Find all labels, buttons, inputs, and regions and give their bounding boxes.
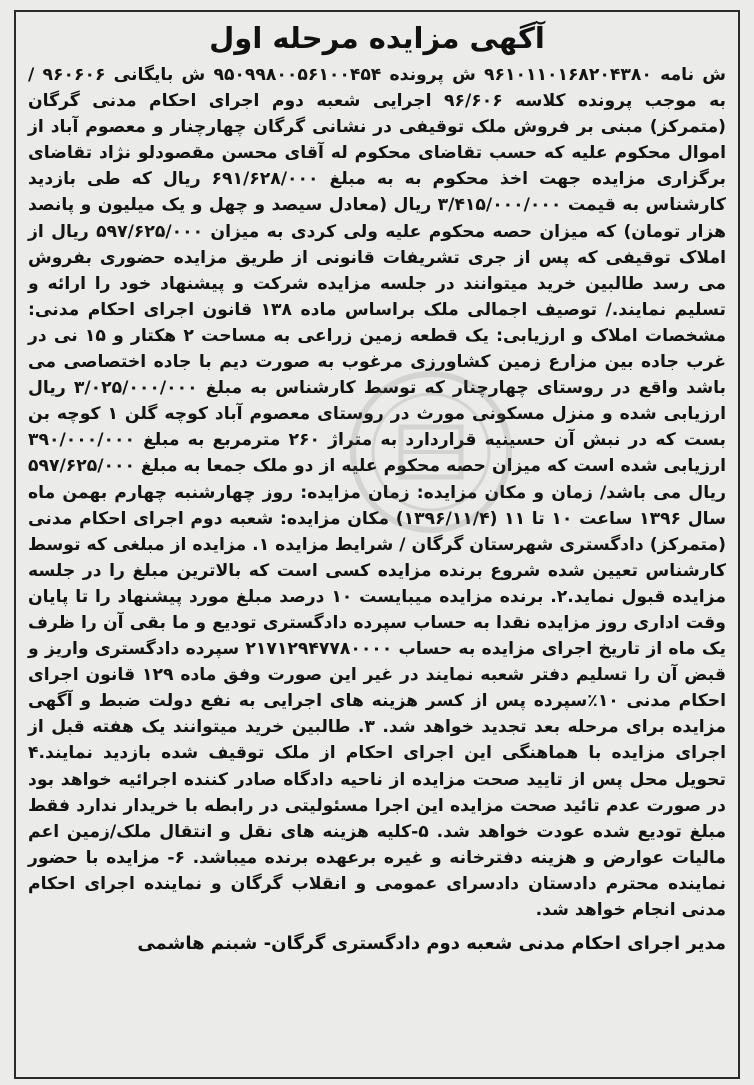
notice-frame <box>14 10 740 1079</box>
notice-body: ش نامه ۹۶۱۰۱۱۰۱۶۸۲۰۴۳۸۰ ش پرونده ۹۵۰۹۹۸۰۰۵۶۱۰۰۴۵۴ ش بایگانی ۹۶۰۶۰۶ / به موجب پرونده کلاسه ۹۶/۶۰۶ اجرایی شعبه دوم اجرای احکام مدنی گرگان (متمرکز) مبنی بر فروش ملک توقیفی در نشانی گرگان چهارچنار و معصوم آباد از اموال محکوم علیه که حسب تقاضای محکوم له آقای محسن مقصودلو نژاد تقاضای برگزاری مزایده جهت اخذ محکوم به به مبلغ ۶۹۱/۶۲۸/۰۰۰ ریال که طی بازدید کارشناس به قیمت ۳/۴۱۵/۰۰۰/۰۰۰ ریال (معادل سیصد و چهل و یک میلیون و پانصد هزار تومان) که میزان حصه محکوم علیه ولی کردی به میزان ۵۹۷/۶۲۵/۰۰۰ ریال از املاک توقیفی که پس از جری تشریفات قانونی از طریق مزایده حضوری بفروش می رسد طالبین خرید میتوانند در جلسه مزایده شرکت و پیشنهاد خود را ارائه و تسلیم نمایند./ توصیف اجمالی ملک براساس ماده ۱۳۸ قانون اجرای احکام مدنی: مشخصات املاک و ارزیابی: یک قطعه زمین زراعی به مساحت ۲ هکتار و ۱۵ نی در غرب جاده بین مزارع زمین کشاورزی مرغوب به صورت دیم با جاده اختصاصی می باشد واقع در روستای چهارچنار که توسط کارشناس به مبلغ ۳/۰۲۵/۰۰۰/۰۰۰ ریال ارزیابی شده و منزل مسکونی مورث در روستای معصوم آباد کوچه گلن ۱ کوچه بن بست که در نبش آن حسینیه قراردارد به متراژ ۲۶۰ مترمربع به مبلغ ۳۹۰/۰۰۰/۰۰۰ ارزیابی شده است که میزان حصه محکوم علیه از دو ملک جمعا به مبلغ ۵۹۷/۶۲۵/۰۰۰ ریال می باشد/ زمان و مکان مزایده: زمان مزایده: روز چهارشنبه چهارم بهمن ماه سال ۱۳۹۶ ساعت ۱۰ تا ۱۱ (۱۳۹۶/۱۱/۴) مکان مزایده: شعبه دوم اجرای احکام مدنی (متمرکز) دادگستری شهرستان گرگان / شرایط مزایده ۱. مزایده از مبلغی که توسط کارشناس تعیین شده شروع برنده مزایده کسی است که بالاترین مبلغ را در جلسه مزایده قبول نماید.۲. برنده مزایده میبایست ۱۰ درصد مبلغ مورد پیشنهاد را تا پایان وقت اداری روز مزایده نقدا به حساب سپرده دادگستری تودیع و ما بقی آن را ظرف یک ماه از تاریخ اجرای مزایده به حساب ۲۱۷۱۲۹۴۷۷۸۰۰۰۰ سپرده دادگستری واریز و قبض آن را تسلیم دفتر شعبه نمایند در غیر این صورت وفق ماده ۱۲۹ قانون اجرای احکام مدنی ۱۰٪سپرده پس از کسر هزینه های اجرایی به نفع دولت ضبط و آگهی مزایده برای مرحله بعد تجدید خواهد شد. ۳. طالبین خرید میتوانند یک هفته قبل از اجرای مزایده با هماهنگی این اجرای احکام از ملک توقیف شده بازدید نمایند.۴ تحویل محل پس از تایید صحت مزایده از ناحیه دادگاه صادر کننده اجرائیه خواهد بود در صورت عدم تائید صحت مزایده این اجرا مسئولیتی در رابطه با خریدار ندارد فقط مبلغ تودیع شده عودت خواهد شد. ۵-کلیه هزینه های نقل و انتقال ملک/زمین اعم مالیات عوارض و هزینه دفترخانه و غیره برعهده برنده میباشد. ۶- مزایده با حضور نماینده محترم دادستان دادسرای عمومی و انقلاب گرگان و نماینده اجرای احکام مدنی انجام خواهد شد. <box>27 65 727 920</box>
notice-title: آگهی مزایده مرحله اول <box>209 21 545 55</box>
notice-signature: مدیر اجرای احکام مدنی شعبه دوم دادگستری گرگان- شبنم هاشمی <box>137 933 726 955</box>
